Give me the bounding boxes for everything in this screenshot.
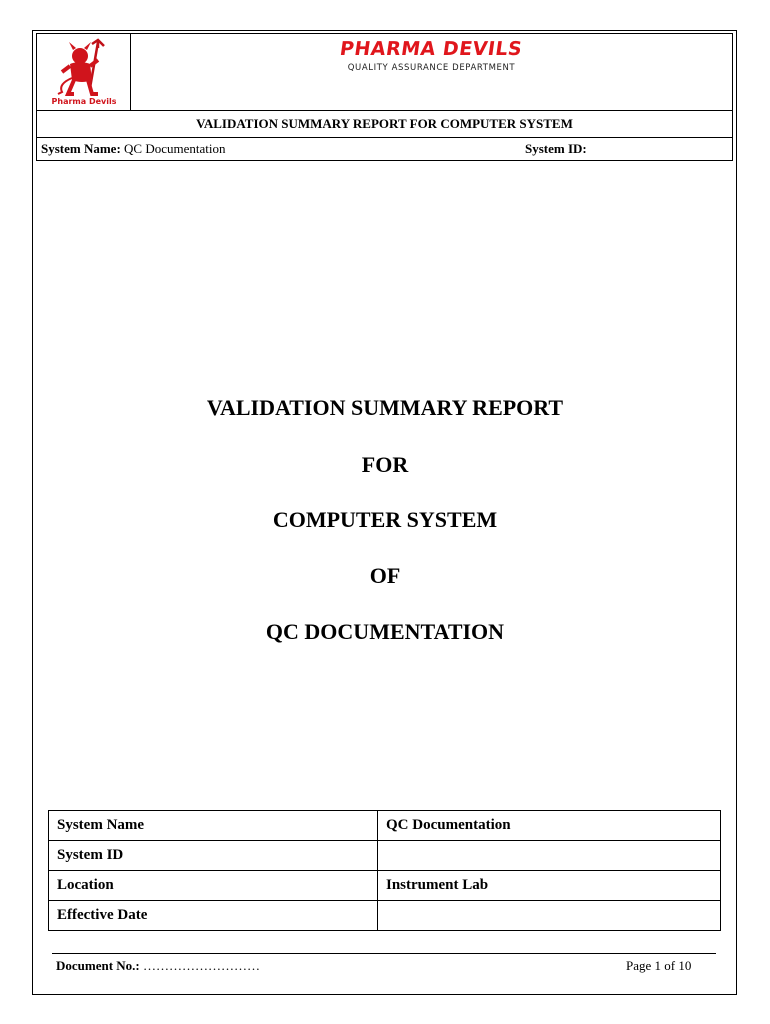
system-name-value: QC Documentation [124, 141, 226, 156]
table-row [49, 811, 721, 841]
company-name: PHARMA DEVILS [338, 38, 525, 60]
table-value [378, 841, 721, 871]
header-system-id [525, 138, 587, 160]
title-line-4: OF [369, 563, 401, 588]
document-number-value: ……………………… [143, 958, 261, 973]
table-label: Effective Date [49, 901, 378, 931]
table-label: System Name [49, 811, 378, 841]
department-name: QUALITY ASSURANCE DEPARTMENT [347, 63, 516, 73]
system-id-label: System ID: [525, 141, 587, 156]
document-number [56, 958, 260, 974]
table-label: Location [49, 871, 378, 901]
table-value: Instrument Lab [378, 871, 721, 901]
report-header-title: VALIDATION SUMMARY REPORT FOR COMPUTER SYSTEM [37, 111, 732, 138]
document-header [36, 33, 733, 161]
page-number: Page 1 of 10 [626, 958, 692, 973]
title-line-1: VALIDATION SUMMARY REPORT [206, 395, 564, 420]
title-line-3: COMPUTER SYSTEM [272, 507, 498, 532]
table-value [378, 901, 721, 931]
company-cell [131, 34, 732, 110]
logo-text: Pharma Devils [51, 97, 116, 106]
footer-divider [52, 953, 716, 954]
system-info-table [48, 810, 721, 931]
header-top [37, 34, 732, 111]
header-system-row [37, 138, 732, 160]
table-label: System ID [49, 841, 378, 871]
system-name-label: System Name: [41, 141, 121, 156]
title-line-2: FOR [361, 452, 409, 477]
table-row [49, 871, 721, 901]
table-row [49, 841, 721, 871]
table-value: QC Documentation [378, 811, 721, 841]
logo-cell [37, 34, 131, 110]
table-row [49, 901, 721, 931]
header-system-name [41, 138, 226, 160]
devil-logo-icon [52, 38, 116, 106]
title-line-5: QC DOCUMENTATION [265, 619, 505, 644]
document-number-label: Document No.: [56, 958, 140, 973]
